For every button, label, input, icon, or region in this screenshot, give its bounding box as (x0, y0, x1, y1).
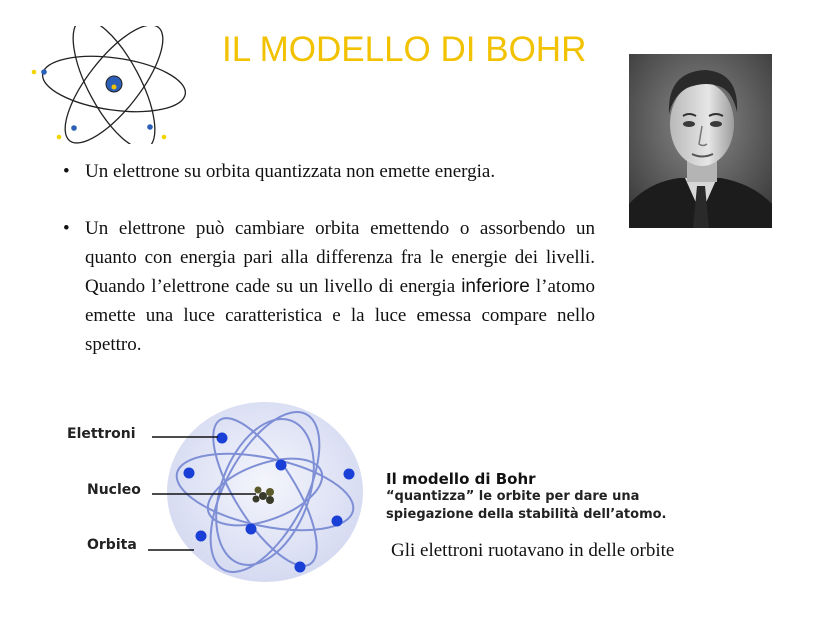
bullet-marker: • (63, 161, 70, 182)
bullet-marker: • (63, 218, 70, 239)
bullet-text-part: Un elettrone può cambiare orbita emettendo o assorbendo un quanto con energia pari alla differenza fra le energie dei livelli. Quando l’elettrone cade su un livello di energia (85, 218, 595, 297)
bullet-text: Un elettrone su orbita quantizzata non emette energia. (85, 161, 496, 182)
bohr-atom-diagram (60, 400, 390, 590)
bullet-item (63, 157, 595, 186)
bullet-item (63, 214, 595, 359)
label-orbit: Orbita (87, 537, 137, 553)
highlight-word: inferiore (461, 276, 530, 297)
bullet-text-part: l’atomo emette una luce caratteristica e la luce emessa compare nello spettro. (85, 276, 595, 355)
atom-orbit-icon (28, 26, 188, 144)
bullet-text (85, 214, 595, 359)
slide-title: IL MODELLO DI BOHR (222, 30, 587, 69)
label-electrons: Elettroni (67, 426, 136, 442)
label-nucleus: Nucleo (87, 482, 141, 498)
diagram-caption-title: Il modello di Bohr (386, 470, 536, 488)
niels-bohr-portrait (629, 54, 772, 228)
diagram-caption-text: “quantizza” le orbite per dare una spiegazione della stabilità dell’atomo. (386, 489, 667, 522)
orbit-note: Gli elettroni ruotavano in delle orbite (391, 540, 675, 561)
